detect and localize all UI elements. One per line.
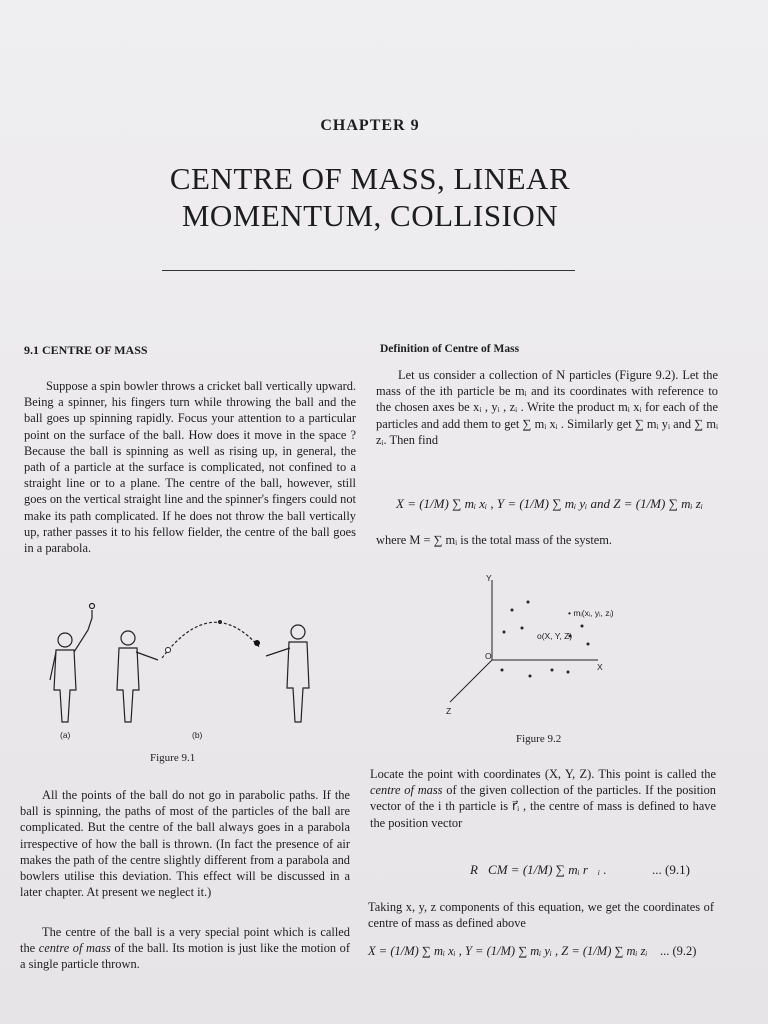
- axis-label-z: Z: [446, 706, 452, 716]
- equation-number-9-1: ... (9.1): [652, 862, 690, 877]
- emphasis: centre of mass: [370, 783, 443, 798]
- thrower-figure: [117, 631, 158, 722]
- particle-label: • mᵢ(xᵢ, yᵢ, zᵢ): [568, 608, 614, 618]
- receiver-figure: [266, 625, 309, 722]
- figure-caption-9-2: Figure 9.2: [516, 733, 562, 745]
- equation-xyz: X = (1/M) ∑ mᵢ xᵢ , Y = (1/M) ∑ mᵢ yᵢ and Z = (1/M) ∑ mᵢ zᵢ: [396, 496, 703, 511]
- paragraph: Suppose a spin bowler throws a cricket ball vertically upward. Being a spinner, his fingers turn while throwing the ball and the ball goes up spinning rapidly. Focus your attention to a particular point on the surface of the ball. How does it move in the space ? Because the ball is spinning as well as rising up, in general, the path of a particle at the surface is complicated, not confined to a straight line or to a plane. The centre of the ball, however, still goes on the vertical straight line and the spinner's fingers could not make its path complicated. If he does not throw the ball vertically up, rather passes it to his fellow fielder, the centre of the ball goes in a parabola.: [24, 379, 356, 556]
- title-line-1: CENTRE OF MASS, LINEAR: [169, 161, 571, 196]
- paragraph: Let us consider a collection of N particles (Figure 9.2). Let the mass of the ith particle be mᵢ and its coordinates with reference to the chosen axes be xᵢ , yᵢ , zᵢ . Write the product mᵢ xᵢ for each of the particles and add them to get ∑ mᵢ xᵢ . Similarly get ∑ mᵢ yᵢ and ∑ mᵢ zᵢ. Then find: [376, 368, 718, 447]
- figure-label-b: (b): [192, 730, 203, 740]
- chapter-label: CHAPTER 9: [320, 117, 420, 134]
- paragraph: where M = ∑ mᵢ is the total mass of the system.: [376, 533, 613, 547]
- text-run: of the given collection of the particles. If the position vector of the i th particle is r⃗ᵢ , the centre of mass is defined to have the position vector: [370, 783, 717, 830]
- definition-heading: Definition of Centre of Mass: [380, 343, 520, 355]
- figure-caption-9-1: Figure 9.1: [150, 752, 196, 764]
- equation-9-1: R⃗CM = (1/M) ∑ mᵢ r⃗ᵢ .: [470, 862, 607, 877]
- figure-9-2: [440, 572, 660, 722]
- left-para-2: [20, 787, 350, 900]
- where-line: [376, 532, 718, 548]
- title-rule: [162, 270, 575, 271]
- paragraph: All the points of the ball do not go in parabolic paths. If the ball is spinning, the paths of most of the particles of the ball are complicated. But the centre of the ball always goes in a parabola irrespective of how the ball is thrown. (In fact the presence of air makes the path of the centre slightly different from a parabola and bowlers utilise this deviation. This effect will be discussed in a later chapter. At present we neglect it.): [20, 788, 350, 900]
- left-para-1: [24, 378, 356, 556]
- equation-9-2: X = (1/M) ∑ mᵢ xᵢ , Y = (1/M) ∑ mᵢ yᵢ , Z = (1/M) ∑ mᵢ zᵢ: [368, 944, 648, 958]
- text-run: Locate the point with coordinates (X, Y, Z). This point is called the: [370, 767, 716, 781]
- bowler-figure-a: [50, 604, 95, 723]
- com-label: o(X, Y, Z): [537, 631, 573, 641]
- text-run: The centre of the ball is a very special point which is called the: [20, 925, 350, 956]
- origin-label: O: [485, 651, 492, 661]
- figure-9-1: [40, 598, 340, 746]
- chapter-title: [0, 160, 740, 234]
- title-line-2: MOMENTUM, COLLISION: [181, 198, 559, 233]
- figure-label-a: (a): [60, 730, 71, 740]
- text-run: of the ball. Its motion is just like the motion of a single particle thrown.: [20, 941, 350, 972]
- paragraph: Taking x, y, z components of this equation, we get the coordinates of centre of mass as defined above: [368, 900, 714, 931]
- right-taking-para: [368, 899, 714, 931]
- axis-label-x: X: [597, 662, 603, 672]
- paragraph: [370, 766, 716, 831]
- section-heading: 9.1 CENTRE OF MASS: [24, 343, 148, 357]
- right-locate-para: [370, 766, 716, 831]
- equation-number-9-2: ... (9.2): [660, 944, 697, 958]
- paragraph: [20, 924, 350, 973]
- emphasis: centre of mass: [38, 941, 111, 956]
- left-para-3: [20, 924, 350, 973]
- axis-label-y: Y: [486, 573, 492, 583]
- right-def-para: [376, 367, 718, 448]
